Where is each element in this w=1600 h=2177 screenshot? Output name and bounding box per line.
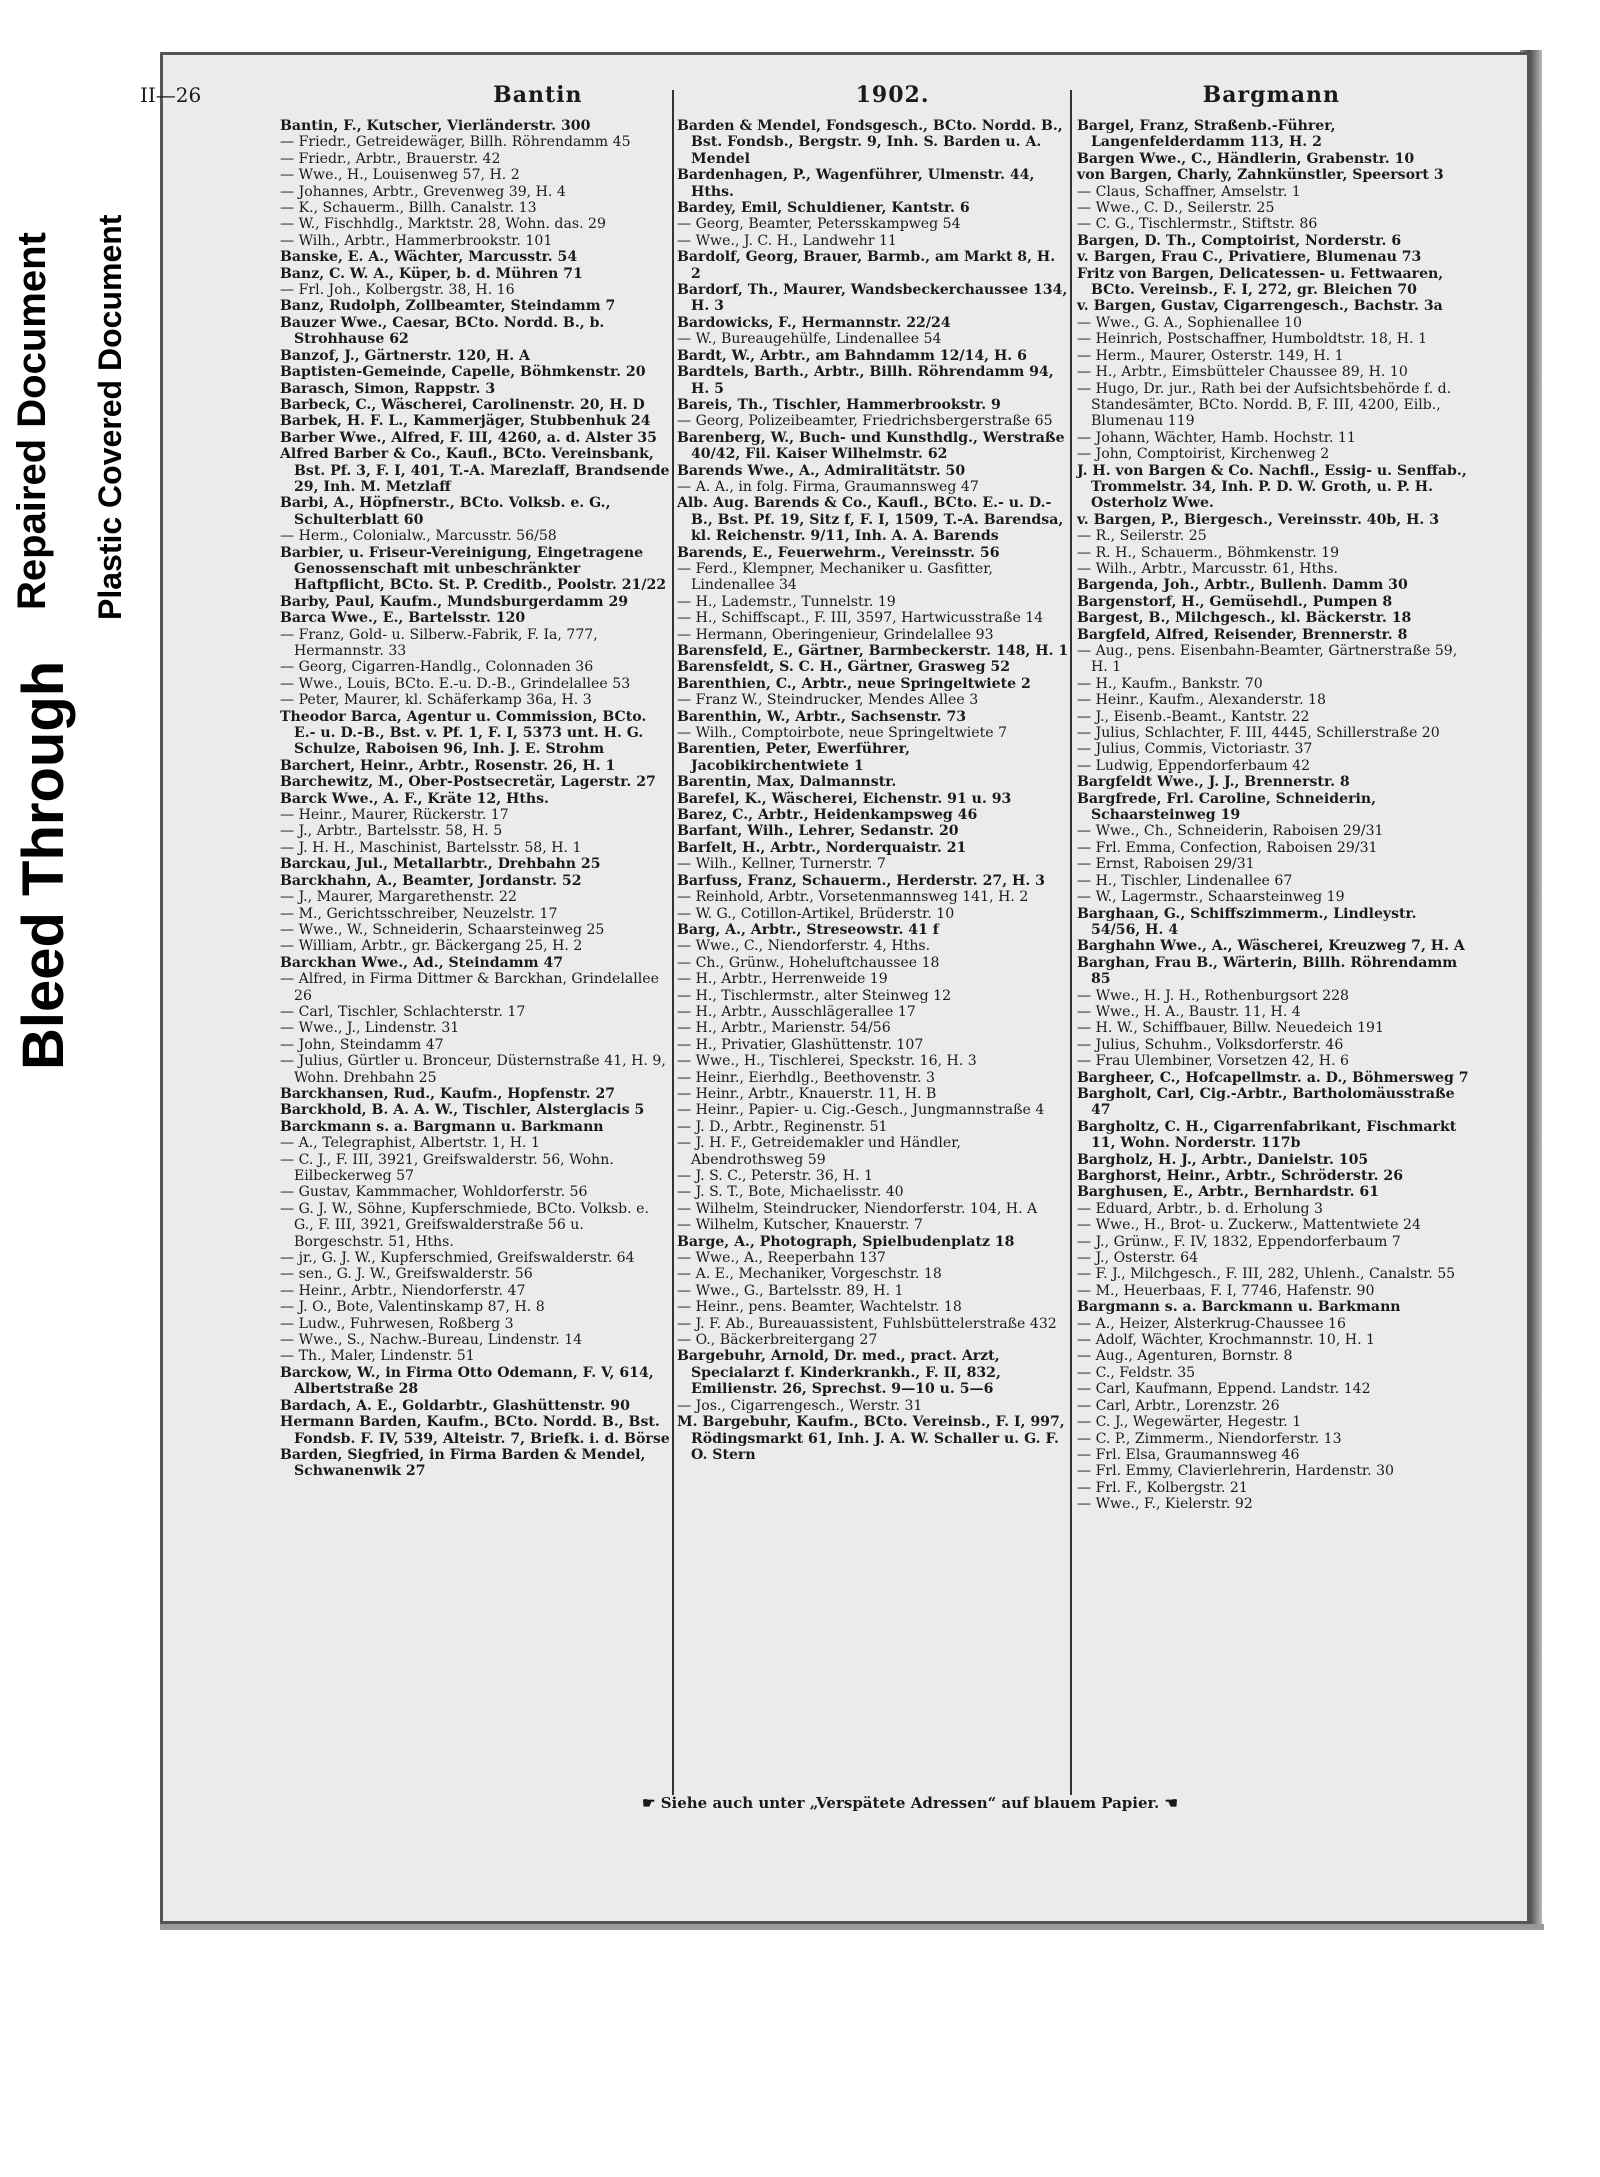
directory-entry: — Carl, Kaufmann, Eppend. Landstr. 142: [1077, 1381, 1371, 1398]
directory-entry: — H., Arbtr., Marienstr. 54/56: [677, 1020, 891, 1037]
directory-entry: Bareis, Th., Tischler, Hammerbrookstr. 9: [677, 396, 1001, 413]
directory-entry: — G. J. W., Söhne, Kupferschmiede, BCto. Volksb. e. G., F. III, 3921, Greifswalderstraße 56 u. Borgeschstr. 51, Hths.: [280, 1200, 649, 1250]
directory-entry: — Alfred, in Firma Dittmer & Barckhan, Grindelallee 26: [280, 971, 659, 1004]
directory-entry: Alb. Aug. Barends & Co., Kaufl., BCto. E.- u. D.-B., Bst. Pf. 19, Sitz f, F. I, 1509, T.-A. Barendsa, kl. Reichenstr. 9/11, Inh. A. A. Barends: [677, 495, 1064, 545]
directory-entry: Barckhan Wwe., Ad., Steindamm 47: [280, 954, 564, 971]
directory-entry: — Heinr., Eierhdlg., Beethovenstr. 3: [677, 1069, 936, 1086]
directory-entry: — Friedr., Getreidewäger, Billh. Röhrendamm 45: [280, 134, 631, 151]
directory-entry: Barckau, Jul., Metallarbtr., Drehbahn 25: [280, 856, 601, 873]
directory-entry: Barge, A., Photograph, Spielbudenplatz 18: [677, 1233, 1015, 1250]
directory-entry: — H., Schiffscapt., F. III, 3597, Hartwicusstraße 14: [677, 610, 1044, 627]
directory-entry: — Friedr., Arbtr., Brauerstr. 42: [280, 150, 501, 167]
directory-entry: — Eduard, Arbtr., b. d. Erholung 3: [1077, 1200, 1323, 1217]
directory-entry: — Wwe., F., Kielerstr. 92: [1077, 1496, 1253, 1513]
page-header: [140, 82, 1340, 112]
directory-entry: — K., Schauerm., Billh. Canalstr. 13: [280, 200, 537, 217]
directory-entry: Barenthien, C., Arbtr., neue Springeltwiete 2: [677, 675, 1031, 692]
directory-entry: — Frl. F., Kolbergstr. 21: [1077, 1479, 1248, 1496]
directory-entry: Barensfeldt, S. C. H., Gärtner, Grasweg 52: [677, 659, 1011, 676]
directory-entry: — jr., G. J. W., Kupferschmied, Greifswalderstr. 64: [280, 1250, 635, 1267]
directory-entry: v. Bargen, Frau C., Privatiere, Blumenau 73: [1077, 249, 1422, 266]
directory-entry: — Wwe., Louis, BCto. E.-u. D.-B., Grindelallee 53: [280, 675, 631, 692]
directory-entry: Barefel, K., Wäscherei, Eichenstr. 91 u. 93: [677, 790, 1012, 807]
directory-entry: — Georg, Beamter, Petersskampweg 54: [677, 216, 961, 233]
directory-entry: — Jos., Cigarrengesch., Werstr. 31: [677, 1397, 923, 1414]
directory-entry: Barasch, Simon, Rappstr. 3: [280, 380, 496, 397]
directory-entry: Barbi, A., Höpfnerstr., BCto. Volksb. e. G., Schulterblatt 60: [280, 495, 611, 528]
directory-entry: — William, Arbtr., gr. Bäckergang 25, H. 2: [280, 938, 583, 955]
directory-entry: — F. J., Milchgesch., F. III, 282, Uhlenh., Canalstr. 55: [1077, 1266, 1456, 1283]
directory-entry: Barchewitz, M., Ober-Postsecretär, Lagerstr. 27: [280, 774, 656, 791]
directory-entry: Barbeck, C., Wäscherei, Carolinenstr. 20, H. D: [280, 396, 645, 413]
directory-entry: Banske, E. A., Wächter, Marcusstr. 54: [280, 249, 578, 266]
directory-entry: Banzof, J., Gärtnerstr. 120, H. A: [280, 347, 530, 364]
directory-entry: — Frl. Joh., Kolbergstr. 38, H. 16: [280, 282, 515, 299]
directory-entry: — Heinr., Arbtr., Knauerstr. 11, H. B: [677, 1085, 937, 1102]
directory-entry: Bardey, Emil, Schuldiener, Kantstr. 6: [677, 200, 970, 217]
directory-entry: — Julius, Commis, Victoriastr. 37: [1077, 741, 1313, 758]
directory-entry: — Wwe., S., Nachw.-Bureau, Lindenstr. 14: [280, 1332, 583, 1349]
directory-entry: — Johannes, Arbtr., Grevenweg 39, H. 4: [280, 183, 566, 200]
directory-entry: Theodor Barca, Agentur u. Commission, BCto. E.- u. D.-B., Bst. v. Pf. 1, F. I, 5373 unt. H. G. Schulze, Raboisen 96, Inh. J. E. Strohm: [280, 708, 647, 758]
directory-entry: — Wwe., J. C. H., Landwehr 11: [677, 232, 897, 249]
directory-entry: — Ch., Grünw., Hoheluftchaussee 18: [677, 954, 940, 971]
directory-entry: Barfant, Wilh., Lehrer, Sedanstr. 20: [677, 823, 959, 840]
directory-entry: — Wwe., H. A., Baustr. 11, H. 4: [1077, 1003, 1301, 1020]
directory-entry: — J., Maurer, Margarethenstr. 22: [280, 889, 517, 906]
directory-entry: Fritz von Bargen, Delicatessen- u. Fettwaaren, BCto. Vereinsb., F. I, 272, gr. Bleichen 70: [1077, 265, 1444, 299]
directory-entry: — Hermann, Oberingenieur, Grindelallee 93: [677, 626, 994, 643]
directory-entry: — Heinr., Kaufm., Alexanderstr. 18: [1077, 692, 1326, 709]
directory-entry: — Wwe., H., Brot- u. Zuckerw., Mattentwiete 24: [1077, 1217, 1421, 1234]
directory-entry: Bargenstorf, H., Gemüsehdl., Pumpen 8: [1077, 593, 1393, 610]
directory-entry: — Johann, Wächter, Hamb. Hochstr. 11: [1077, 429, 1356, 446]
directory-entry: — J., Arbtr., Bartelsstr. 58, H. 5: [280, 823, 503, 840]
directory-entry: — Julius, Gürtler u. Bronceur, Düsternstraße 41, H. 9, Wohn. Drehbahn 25: [280, 1053, 666, 1086]
footer-note: ☛ Siehe auch unter „Verspätete Adressen“ auf blauem Papier. ☚: [642, 1794, 1178, 1812]
directory-entry: — W., Fischhdlg., Marktstr. 28, Wohn. das. 29: [280, 216, 606, 233]
directory-entry: — Wwe., J., Lindenstr. 31: [280, 1020, 460, 1037]
directory-entry: Banz, C. W. A., Küper, b. d. Mühren 71: [280, 265, 583, 282]
directory-entry: v. Bargen, P., Biergesch., Vereinsstr. 40b, H. 3: [1077, 511, 1440, 528]
directory-entry: Bargen, D. Th., Comptoirist, Norderstr. 6: [1077, 232, 1402, 249]
directory-entry: Barckmann s. a. Bargmann u. Barkmann: [280, 1118, 604, 1135]
directory-entry: Barckhansen, Rud., Kaufm., Hopfenstr. 27: [280, 1085, 616, 1102]
repaired-document-label: Repaired Document: [10, 232, 54, 610]
directory-entry: Bardolf, Georg, Brauer, Barmb., am Markt 8, H. 2: [677, 249, 1056, 282]
directory-entry: Barckow, W., in Firma Otto Odemann, F. V, 614, Albertstraße 28: [280, 1364, 654, 1398]
directory-entry: — O., Bäckerbreitergang 27: [677, 1332, 878, 1349]
directory-entry: — John, Steindamm 47: [280, 1036, 444, 1053]
year-heading: 1902.: [855, 82, 930, 108]
directory-entry: — Gustav, Kammmacher, Wohldorferstr. 56: [280, 1184, 588, 1201]
directory-entry: Bargheer, C., Hofcapellmstr. a. D., Böhmersweg 7: [1077, 1069, 1469, 1086]
directory-entry: — Julius, Schuhm., Volksdorferstr. 46: [1077, 1036, 1344, 1053]
directory-entry: — sen., G. J. W., Greifswalderstr. 56: [280, 1266, 533, 1283]
directory-entry: — C. G., Tischlermstr., Stiftstr. 86: [1077, 216, 1318, 233]
directory-column-3: [1077, 118, 1469, 1513]
directory-entry: Barbier, u. Friseur-Vereinigung, Eingetragene Genossenschaft mit unbeschränkter Haftpflicht, BCto. St. P. Creditb., Poolstr. 21/22: [280, 544, 667, 594]
directory-entry: Barghaan, G., Schiffszimmerm., Lindleystr. 54/56, H. 4: [1077, 905, 1417, 938]
directory-column-1: [280, 118, 672, 1480]
directory-entry: — Aug., Agenturen, Bornstr. 8: [1077, 1348, 1293, 1365]
directory-entry: Barbek, H. F. L., Kammerjäger, Stubbenhuk 24: [280, 413, 651, 430]
directory-entry: — Wilhelm, Steindrucker, Niendorferstr. 104, H. A: [677, 1200, 1038, 1217]
directory-entry: Bargfrede, Frl. Caroline, Schneiderin, Schaarsteinweg 19: [1077, 790, 1377, 824]
directory-entry: — Georg, Polizeibeamter, Friedrichsbergerstraße 65: [677, 413, 1053, 430]
directory-entry: Barghorst, Heinr., Arbtr., Schröderstr. 26: [1077, 1168, 1404, 1184]
directory-entry: Hermann Barden, Kaufm., BCto. Nordd. B., Bst. Fondsb. F. IV, 539, Alteistr. 7, Briefk. i. d. Börse: [280, 1414, 670, 1447]
directory-entry: — J., Grünw., F. IV, 1832, Eppendorferbaum 7: [1077, 1233, 1401, 1250]
directory-entry: von Bargen, Charly, Zahnkünstler, Speersort 3: [1077, 167, 1444, 184]
directory-entry: Alfred Barber & Co., Kaufl., BCto. Vereinsbank, Bst. Pf. 3, F. I, 401, T.-A. Marezlaff, Brandsende 29, Inh. M. Metzlaff: [280, 446, 670, 495]
directory-entry: — Frau Ulembiner, Vorsetzen 42, H. 6: [1077, 1053, 1350, 1070]
directory-entry: — Wilh., Kellner, Turnerstr. 7: [677, 856, 886, 873]
directory-entry: — Heinr., Arbtr., Niendorferstr. 47: [280, 1282, 526, 1299]
directory-entry: Bargholtz, C. H., Cigarrenfabrikant, Fischmarkt 11, Wohn. Norderstr. 117b: [1077, 1118, 1457, 1152]
directory-entry: — Wwe., G., Bartelsstr. 89, H. 1: [677, 1282, 904, 1299]
directory-entry: Barfelt, H., Arbtr., Norderquaistr. 21: [677, 839, 967, 856]
directory-entry: Barden & Mendel, Fondsgesch., BCto. Nordd. B., Bst. Fondsb., Bergstr. 9, Inh. S. Barden u. A. Mendel: [677, 118, 1063, 167]
directory-entry: — Heinr., Maurer, Rückerstr. 17: [280, 807, 509, 824]
directory-entry: — Ferd., Klempner, Mechaniker u. Gasfitter, Lindenallee 34: [677, 560, 993, 594]
directory-entry: — C. P., Zimmerm., Niendorferstr. 13: [1077, 1430, 1342, 1447]
directory-entry: — H., Lademstr., Tunnelstr. 19: [677, 593, 896, 610]
directory-entry: — J. D., Arbtr., Reginenstr. 51: [677, 1118, 888, 1135]
directory-entry: Bargholz, H. J., Arbtr., Danielstr. 105: [1077, 1151, 1369, 1168]
directory-entry: — John, Comptoirist, Kirchenweg 2: [1077, 446, 1330, 463]
directory-entry: — Wwe., H. J. H., Rothenburgsort 228: [1077, 987, 1350, 1004]
directory-entry: — C. J., F. III, 3921, Greifswalderstr. 56, Wohn. Eilbeckerweg 57: [280, 1151, 614, 1184]
directory-entry: Barends Wwe., A., Admiralitätstr. 50: [677, 462, 966, 479]
directory-entry: Barfuss, Franz, Schauerm., Herderstr. 27, H. 3: [677, 872, 1045, 889]
directory-entry: J. H. von Bargen & Co. Nachfl., Essig- u. Senffab., Trommelstr. 34, Inh. P. D. W. Groth, u. P. H. Osterholz Wwe.: [1077, 462, 1467, 512]
directory-entry: Bardt, W., Arbtr., am Bahndamm 12/14, H. 6: [677, 347, 1027, 364]
directory-entry: Bargenda, Joh., Arbtr., Bullenh. Damm 30: [1077, 577, 1408, 594]
directory-entry: Barckhahn, A., Beamter, Jordanstr. 52: [280, 872, 582, 889]
directory-entry: — Carl, Tischler, Schlachterstr. 17: [280, 1003, 526, 1020]
directory-entry: M. Bargebuhr, Kaufm., BCto. Vereinsb., F. I, 997, Rödingsmarkt 61, Inh. J. A. W. Schaller u. G. F. O. Stern: [677, 1414, 1065, 1463]
directory-entry: — Heinr., pens. Beamter, Wachtelstr. 18: [677, 1299, 962, 1316]
directory-entry: — Ludw., Fuhrwesen, Roßberg 3: [280, 1315, 514, 1332]
directory-entry: — J. S. C., Peterstr. 36, H. 1: [677, 1168, 874, 1184]
directory-entry: Barg, A., Arbtr., Streseowstr. 41 f: [677, 921, 939, 938]
bleed-through-label: Bleed Through: [11, 660, 76, 1070]
directory-entry: — Peter, Maurer, kl. Schäferkamp 36a, H. 3: [280, 692, 592, 709]
directory-entry: — J. H. F., Getreidemakler und Händler, Abendrothsweg 59: [677, 1135, 961, 1168]
directory-entry: Bardtels, Barth., Arbtr., Billh. Röhrendamm 94, H. 5: [677, 364, 1054, 397]
directory-entry: Banz, Rudolph, Zollbeamter, Steindamm 7: [280, 298, 616, 315]
directory-entry: — Frl. Emmy, Clavierlehrerin, Hardenstr. 30: [1077, 1463, 1394, 1480]
directory-entry: Bantin, F., Kutscher, Vierländerstr. 300: [280, 118, 591, 134]
directory-entry: Bardenhagen, P., Wagenführer, Ulmenstr. 44, Hths.: [677, 167, 1035, 200]
directory-entry: Bauzer Wwe., Caesar, BCto. Nordd. B., b. Strohhause 62: [280, 314, 605, 348]
directory-entry: — Wilh., Arbtr., Marcusstr. 61, Hths.: [1077, 560, 1339, 577]
directory-entry: — J. H. H., Maschinist, Bartelsstr. 58, H. 1: [280, 839, 582, 856]
directory-entry: — A. E., Mechaniker, Vorgeschstr. 18: [677, 1266, 942, 1283]
directory-entry: Bargel, Franz, Straßenb.-Führer, Langenfelderdamm 113, H. 2: [1077, 118, 1336, 151]
directory-entry: — Heinrich, Postschaffner, Humboldtstr. 18, H. 1: [1077, 331, 1428, 348]
directory-entry: — W., Lagermstr., Schaarsteinweg 19: [1077, 889, 1345, 906]
directory-entry: Bargest, B., Milchgesch., kl. Bäckerstr. 18: [1077, 610, 1412, 627]
column-rule: [1070, 90, 1072, 1795]
directory-entry: — Wilh., Arbtr., Hammerbrookstr. 101: [280, 232, 553, 249]
directory-entry: Barenberg, W., Buch- und Kunsthdlg., Werstraße 40/42, Fil. Kaiser Wilhelmstr. 62: [677, 429, 1065, 463]
directory-entry: — Frl. Emma, Confection, Raboisen 29/31: [1077, 839, 1378, 856]
directory-entry: — Heinr., Papier- u. Cig.-Gesch., Jungmannstraße 4: [677, 1102, 1045, 1119]
directory-entry: — Adolf, Wächter, Krochmannstr. 10, H. 1: [1077, 1332, 1376, 1349]
directory-entry: — Th., Maler, Lindenstr. 51: [280, 1348, 475, 1365]
directory-entry: — R. H., Schauerm., Böhmkenstr. 19: [1077, 544, 1340, 561]
directory-entry: Bargebuhr, Arnold, Dr. med., pract. Arzt, Specialarzt f. Kinderkrankh., F. II, 832, Emilienstr. 26, Sprechst. 9—10 u. 5—6: [677, 1348, 1001, 1398]
directory-entry: — Wwe., C. D., Seilerstr. 25: [1077, 200, 1275, 217]
directory-entry: — R., Seilerstr. 25: [1077, 528, 1207, 545]
directory-entry: — J., Osterstr. 64: [1077, 1250, 1199, 1267]
directory-entry: — Wilhelm, Kutscher, Knauerstr. 7: [677, 1217, 923, 1234]
directory-entry: — C., Feldstr. 35: [1077, 1364, 1196, 1381]
directory-entry: — Wwe., H., Louisenweg 57, H. 2: [280, 167, 520, 184]
page-bottom-shadow: [160, 1924, 1544, 1930]
directory-entry: Barentien, Peter, Ewerführer, Jacobikirchentwiete 1: [677, 741, 910, 774]
directory-entry: Barensfeld, E., Gärtner, Barmbeckerstr. 148, H. 1: [677, 643, 1069, 659]
directory-entry: — Franz W., Steindrucker, Mendes Allee 3: [677, 692, 979, 709]
directory-entry: — A., Heizer, Alsterkrug-Chaussee 16: [1077, 1315, 1346, 1332]
directory-entry: Barby, Paul, Kaufm., Mundsburgerdamm 29: [280, 593, 629, 610]
directory-entry: — Julius, Schlachter, F. III, 4445, Schillerstraße 20: [1077, 725, 1440, 742]
directory-entry: — H., Tischler, Lindenallee 67: [1077, 872, 1293, 889]
directory-entry: Barck Wwe., A. F., Kräte 12, Hths.: [280, 790, 549, 807]
directory-entry: — W. G., Cotillon-Artikel, Brüderstr. 10: [677, 905, 955, 922]
directory-entry: — J. F. Ab., Bureauassistent, Fuhlsbüttelerstraße 432: [677, 1315, 1057, 1332]
directory-entry: — Frl. Elsa, Graumannsweg 46: [1077, 1446, 1300, 1463]
directory-entry: — Wwe., A., Reeperbahn 137: [677, 1250, 886, 1267]
directory-entry: — Wwe., W., Schneiderin, Schaarsteinweg 25: [280, 921, 605, 938]
directory-entry: — J. S. T., Bote, Michaelisstr. 40: [677, 1184, 904, 1201]
directory-entry: — A., Telegraphist, Albertstr. 1, H. 1: [280, 1135, 540, 1152]
directory-entry: Baptisten-Gemeinde, Capelle, Böhmkenstr. 20: [280, 364, 646, 381]
directory-entry: Barentin, Max, Dalmannstr.: [677, 774, 897, 791]
directory-entry: — Georg, Cigarren-Handlg., Colonnaden 36: [280, 659, 594, 676]
directory-entry: — H., Kaufm., Bankstr. 70: [1077, 675, 1263, 692]
directory-entry: v. Bargen, Gustav, Cigarrengesch., Bachstr. 3a: [1077, 298, 1443, 315]
directory-entry: Barez, C., Arbtr., Heidenkampsweg 46: [677, 807, 978, 824]
directory-entry: — Herm., Maurer, Osterstr. 149, H. 1: [1077, 347, 1344, 364]
directory-entry: Barenthin, W., Arbtr., Sachsenstr. 73: [677, 708, 967, 725]
directory-entry: Bargmann s. a. Barckmann u. Barkmann: [1077, 1299, 1401, 1316]
directory-entry: — J. O., Bote, Valentinskamp 87, H. 8: [280, 1299, 545, 1316]
directory-entry: — Claus, Schaffner, Amselstr. 1: [1077, 183, 1301, 200]
directory-entry: — H., Arbtr., Herrenweide 19: [677, 971, 888, 988]
directory-entry: — Carl, Arbtr., Lorenzstr. 26: [1077, 1397, 1280, 1414]
page-number: II—26: [140, 83, 202, 107]
directory-entry: — H., Tischlermstr., alter Steinweg 12: [677, 987, 952, 1004]
directory-entry: Barckhold, B. A. A. W., Tischler, Alsterglacis 5: [280, 1102, 645, 1119]
column-rule: [672, 90, 674, 1795]
directory-entry: — Hugo, Dr. jur., Rath bei der Aufsichtsbehörde f. d. Standesämter, BCto. Nordd. B, F. III, 4200, Eilb., Blumenau 119: [1077, 380, 1452, 430]
directory-entry: Barghan, Frau B., Wärterin, Billh. Röhrendamm 85: [1077, 954, 1458, 988]
directory-entry: — Aug., pens. Eisenbahn-Beamter, Gärtnerstraße 59, H. 1: [1077, 643, 1458, 676]
plastic-covered-label: Plastic Covered Document: [92, 214, 128, 620]
directory-entry: — Reinhold, Arbtr., Vorsetenmannsweg 141, H. 2: [677, 889, 1029, 906]
right-headword: Bargmann: [1202, 82, 1340, 108]
left-headword: Bantin: [493, 82, 583, 108]
directory-entry: — C. J., Wegewärter, Hegestr. 1: [1077, 1414, 1302, 1431]
directory-entry: — M., Heuerbaas, F. I, 7746, Hafenstr. 90: [1077, 1282, 1375, 1299]
directory-entry: Barden, Siegfried, in Firma Barden & Mendel, Schwanenwik 27: [280, 1446, 646, 1480]
directory-entry: Barghusen, E., Arbtr., Bernhardstr. 61: [1077, 1184, 1380, 1201]
directory-entry: — Herm., Colonialw., Marcusstr. 56/58: [280, 528, 557, 545]
directory-entry: — Ludwig, Eppendorferbaum 42: [1077, 757, 1311, 774]
directory-entry: — H., Arbtr., Ausschlägerallee 17: [677, 1003, 916, 1020]
directory-entry: — W., Bureaugehülfe, Lindenallee 54: [677, 331, 942, 348]
directory-entry: Bardach, A. E., Goldarbtr., Glashüttenstr. 90: [280, 1397, 630, 1414]
directory-column-2: [677, 118, 1069, 1463]
directory-entry: — M., Gerichtsschreiber, Neuzelstr. 17: [280, 905, 558, 922]
directory-entry: — H. W., Schiffbauer, Billw. Neuedeich 191: [1077, 1020, 1384, 1037]
directory-entry: Bargholt, Carl, Cig.-Arbtr., Bartholomäusstraße 47: [1077, 1085, 1455, 1119]
directory-entry: — Franz, Gold- u. Silberw.-Fabrik, F. Ia, 777, Hermannstr. 33: [280, 626, 598, 659]
directory-entry: — H., Privatier, Glashüttenstr. 107: [677, 1036, 924, 1053]
directory-entry: Barends, E., Feuerwehrm., Vereinsstr. 56: [677, 544, 1000, 561]
directory-entry: — Wwe., Ch., Schneiderin, Raboisen 29/31: [1077, 823, 1384, 840]
directory-entry: — J., Eisenb.-Beamt., Kantstr. 22: [1077, 708, 1310, 725]
directory-entry: Barghahn Wwe., A., Wäscherei, Kreuzweg 7, H. A: [1077, 938, 1465, 955]
directory-entry: Bargfeld, Alfred, Reisender, Brennerstr. 8: [1077, 626, 1408, 643]
directory-entry: — Wwe., G. A., Sophienallee 10: [1077, 314, 1302, 331]
directory-entry: Bardowicks, F., Hermannstr. 22/24: [677, 314, 951, 331]
directory-entry: Barber Wwe., Alfred, F. III, 4260, a. d. Alster 35: [280, 429, 657, 446]
directory-entry: Bargfeldt Wwe., J. J., Brennerstr. 8: [1077, 774, 1350, 791]
directory-entry: — Ernst, Raboisen 29/31: [1077, 856, 1255, 873]
directory-entry: — Wwe., C., Niendorferstr. 4, Hths.: [677, 938, 931, 955]
directory-entry: Bargen Wwe., C., Händlerin, Grabenstr. 10: [1077, 150, 1415, 167]
directory-entry: — H., Arbtr., Eimsbütteler Chaussee 89, H. 10: [1077, 364, 1408, 381]
directory-entry: Barca Wwe., E., Bartelsstr. 120: [280, 610, 526, 627]
directory-entry: Bardorf, Th., Maurer, Wandsbeckerchaussee 134, H. 3: [677, 282, 1068, 315]
directory-entry: Barchert, Heinr., Arbtr., Rosenstr. 26, H. 1: [280, 757, 616, 774]
directory-entry: — Wilh., Comptoirbote, neue Springeltwiete 7: [677, 725, 1008, 742]
directory-entry: — Wwe., H., Tischlerei, Speckstr. 16, H. 3: [677, 1053, 977, 1070]
directory-entry: — A. A., in folg. Firma, Graumannsweg 47: [677, 478, 979, 495]
